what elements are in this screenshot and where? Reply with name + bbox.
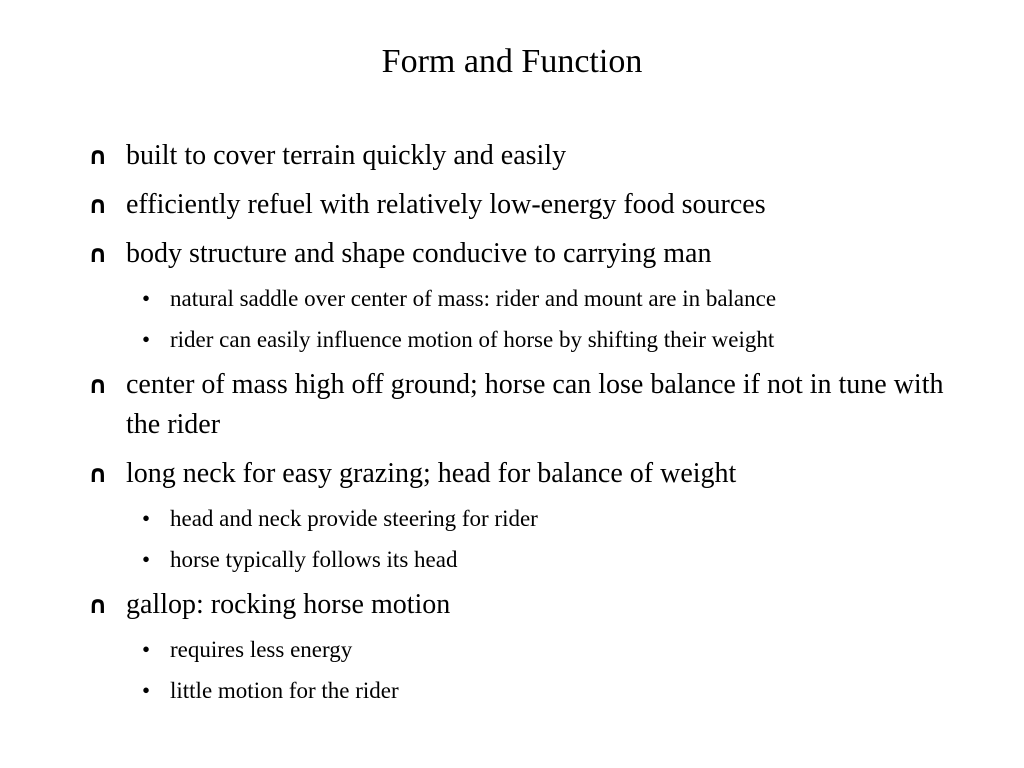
sub-bullet-item [88, 544, 948, 576]
sub-bullet-list [88, 503, 948, 576]
slide-title: Form and Function [381, 43, 643, 80]
dot-icon: • [142, 286, 151, 311]
sub-bullet-item [88, 675, 948, 707]
horseshoe-icon: ∩ [88, 191, 108, 219]
sub-bullet-text: little motion for the rider [170, 678, 399, 703]
sub-bullet-text: requires less energy [170, 637, 353, 662]
dot-icon: • [142, 327, 151, 352]
sub-bullet-text: rider can easily influence motion of horse by shifting their weight [170, 327, 775, 352]
bullet-item [88, 136, 948, 176]
bullet-text: built to cover terrain quickly and easily [126, 140, 567, 171]
bullet-item [88, 185, 948, 225]
sub-bullet-list [88, 634, 948, 707]
horseshoe-icon: ∩ [88, 240, 108, 268]
dot-icon: • [142, 637, 151, 662]
horseshoe-icon: ∩ [88, 591, 108, 619]
bullet-text: body structure and shape conducive to carrying man [126, 238, 712, 269]
bullet-item [88, 365, 948, 445]
sub-bullet-item [88, 324, 948, 356]
bullet-text: efficiently refuel with relatively low-energy food sources [126, 189, 766, 220]
bullet-list [88, 136, 948, 716]
sub-bullet-text: horse typically follows its head [170, 547, 458, 572]
bullet-text: center of mass high off ground; horse can lose balance if not in tune with the rider [126, 369, 944, 440]
bullet-item [88, 585, 948, 625]
sub-bullet-item [88, 283, 948, 315]
horseshoe-icon: ∩ [88, 142, 108, 170]
sub-bullet-text: natural saddle over center of mass: rider and mount are in balance [170, 286, 777, 311]
dot-icon: • [142, 678, 151, 703]
sub-bullet-item [88, 503, 948, 535]
horseshoe-icon: ∩ [88, 460, 108, 488]
bullet-text: gallop: rocking horse motion [126, 589, 451, 620]
bullet-item [88, 234, 948, 274]
sub-bullet-list [88, 283, 948, 356]
bullet-text: long neck for easy grazing; head for balance of weight [126, 458, 737, 489]
sub-bullet-text: head and neck provide steering for rider [170, 506, 538, 531]
dot-icon: • [142, 547, 151, 572]
sub-bullet-item [88, 634, 948, 666]
dot-icon: • [142, 506, 151, 531]
horseshoe-icon: ∩ [88, 371, 108, 399]
bullet-item [88, 454, 948, 494]
